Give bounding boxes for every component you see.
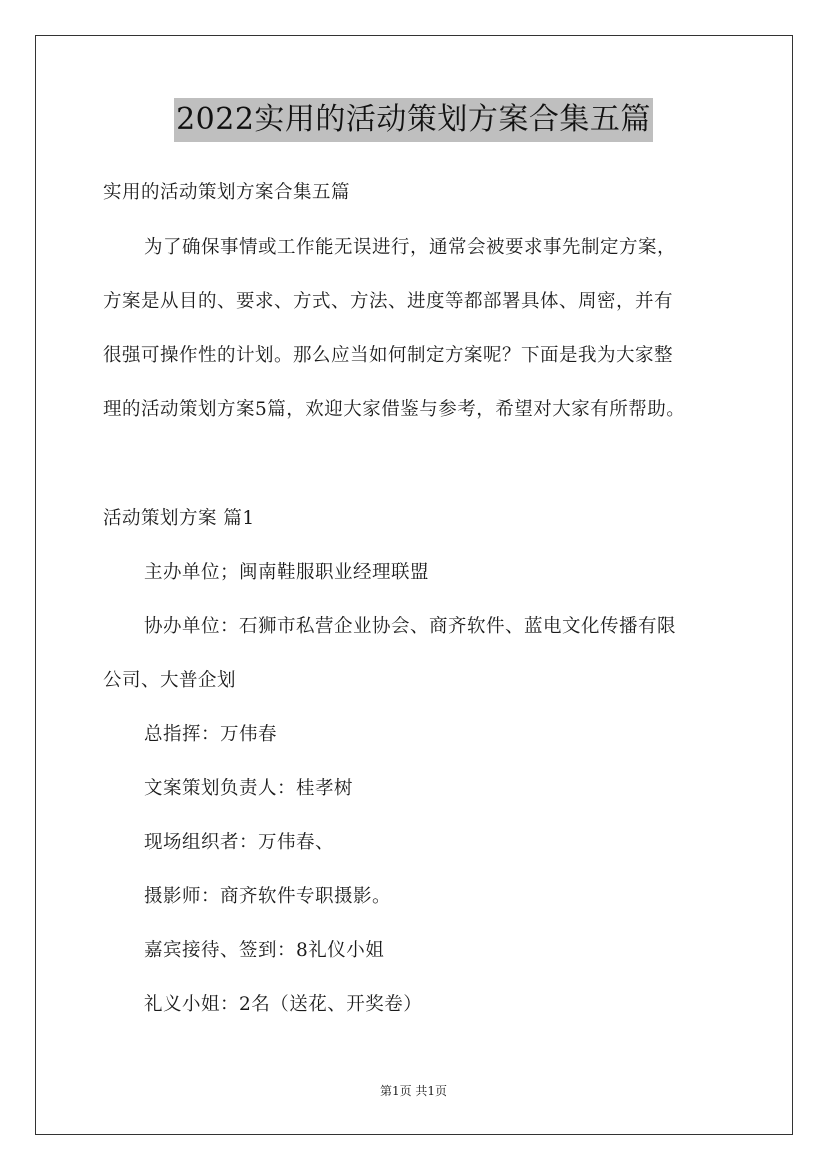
intro-line: 理的活动策划方案5篇，欢迎大家借鉴与参考，希望对大家有所帮助。 [103, 399, 686, 420]
subtitle: 实用的活动策划方案合集五篇 [103, 182, 351, 203]
list-item: 总指挥：万伟春 [144, 724, 278, 745]
intro-line: 很强可操作性的计划。那么应当如何制定方案呢？下面是我为大家整 [103, 345, 674, 366]
list-item: 文案策划负责人：桂孝树 [144, 778, 354, 799]
list-item: 协办单位：石狮市私营企业协会、商齐软件、蓝电文化传播有限 [144, 616, 677, 637]
page-footer: 第1页 共1页 [379, 1084, 448, 1098]
section-heading: 活动策划方案 篇1 [103, 508, 255, 529]
intro-line: 为了确保事情或工作能无误进行，通常会被要求事先制定方案， [144, 237, 677, 258]
list-item: 嘉宾接待、签到：8礼仪小姐 [144, 940, 385, 961]
list-item: 现场组织者：万伟春、 [144, 832, 335, 853]
intro-line: 方案是从目的、要求、方式、方法、进度等都部署具体、周密，并有 [103, 291, 674, 312]
list-item: 摄影师：商齐软件专职摄影。 [144, 886, 392, 907]
list-item: 公司、大普企划 [103, 670, 237, 691]
document-title: 2022实用的活动策划方案合集五篇 [174, 98, 653, 142]
title-container [0, 98, 827, 142]
list-item: 主办单位；闽南鞋服职业经理联盟 [144, 562, 430, 583]
list-item: 礼义小姐：2名（送花、开奖卷） [144, 994, 423, 1015]
